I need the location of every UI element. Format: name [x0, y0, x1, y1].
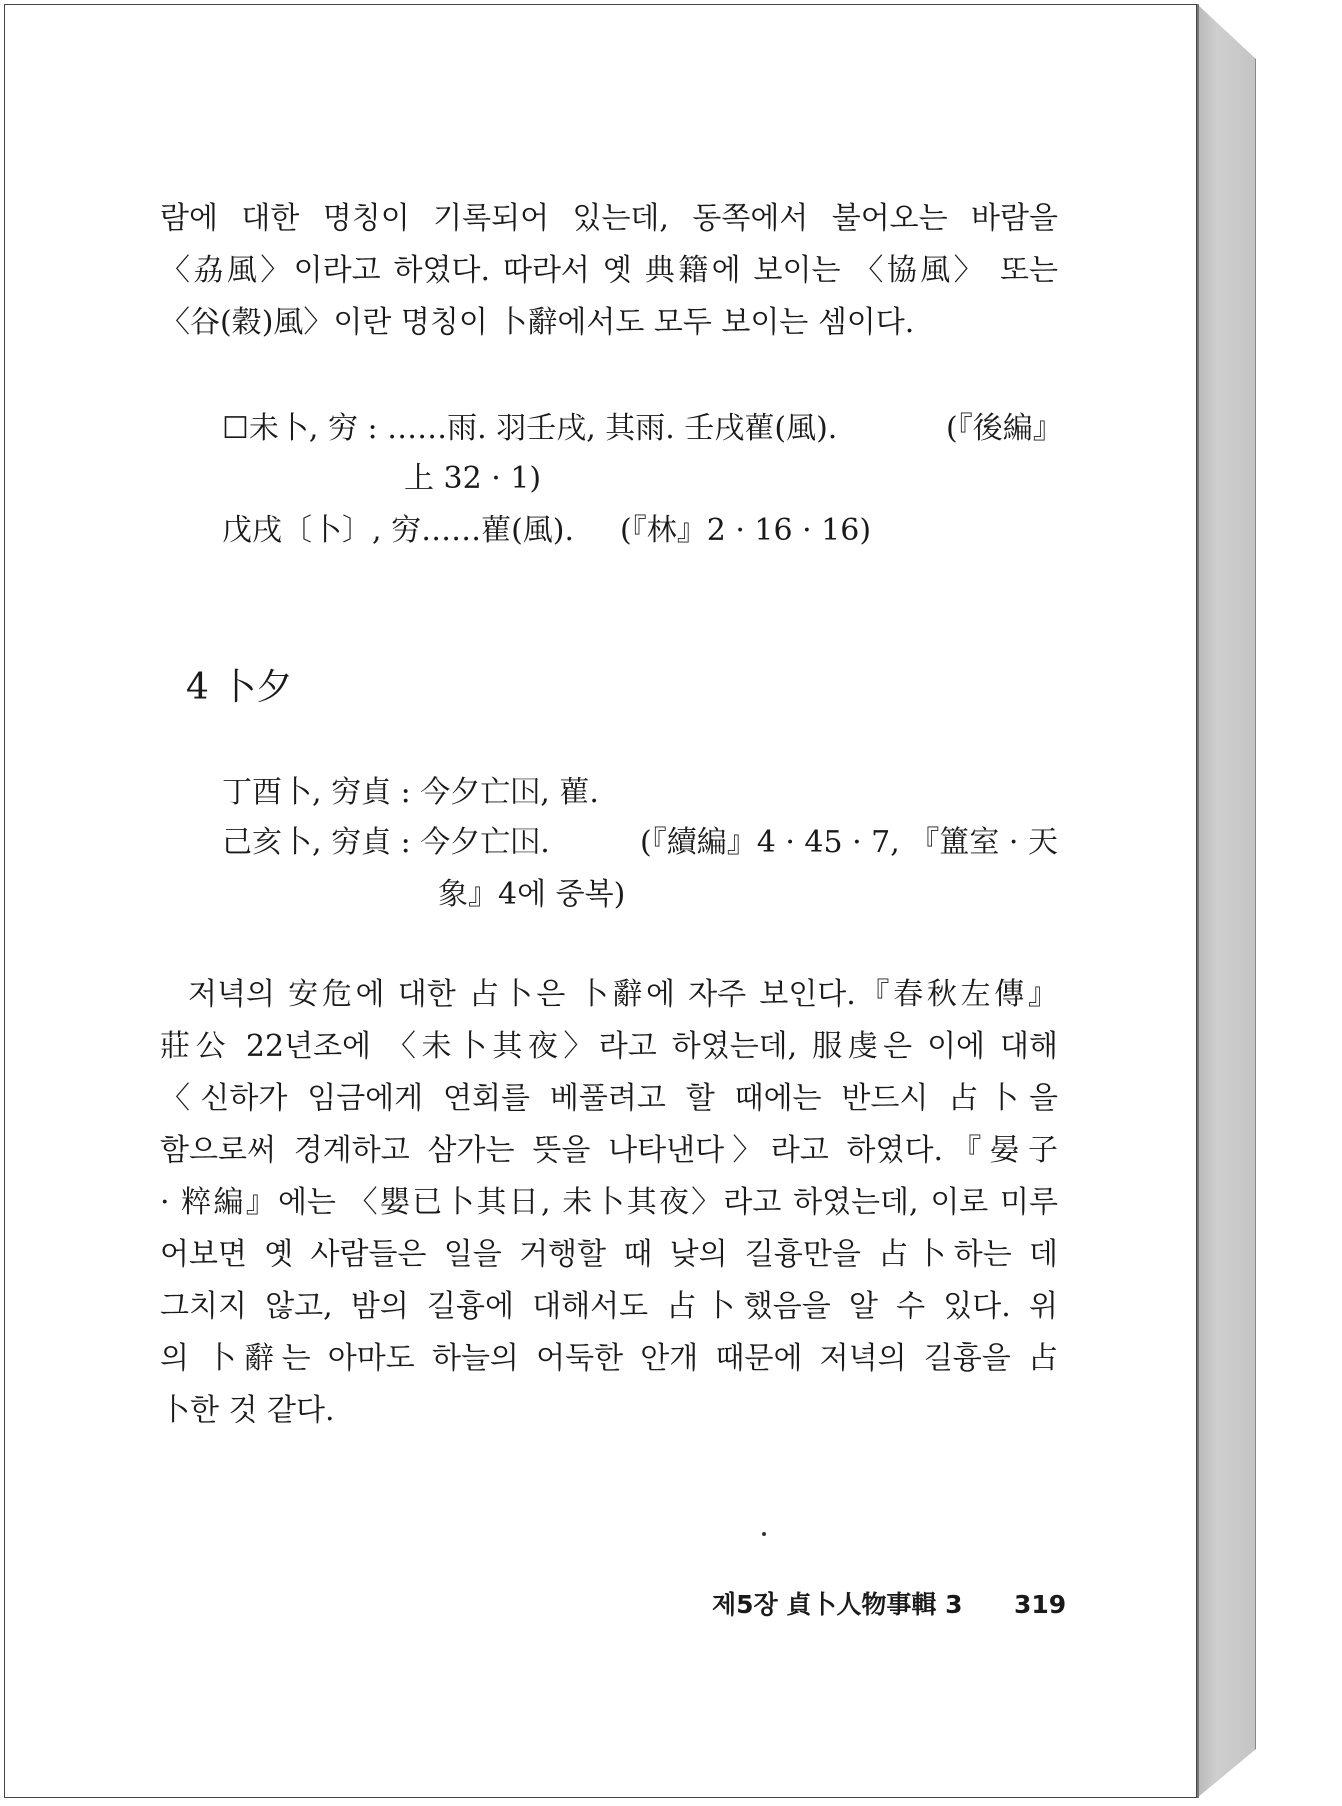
running-footer-chapter: 제5장 貞卜人物事輯 3: [712, 1590, 963, 1619]
section-heading: 4 卜夕: [186, 667, 293, 708]
paragraph-line: 〈谷(穀)風〉이란 명칭이 卜辭에서도 모두 보이는 셈이다.: [160, 305, 915, 340]
paragraph-line: 〈劦風〉이라고 하였다. 따라서 옛 典籍에 보이는 〈協風〉 또는: [160, 253, 1058, 288]
inscription-source: (『續編』4 · 45 · 7, 『簠室 · 天: [640, 825, 1058, 860]
inscription-line: 丁酉卜, 穷貞 : 今夕亡𡆥, 雚.: [222, 775, 599, 810]
paragraph-line: 그치지 않고, 밤의 길흉에 대해서도 占卜했음을 알 수 있다. 위: [160, 1289, 1058, 1324]
inscription-line: 戊戌〔卜〕, 穷……雚(風).: [222, 513, 575, 548]
paragraph-line: 저녁의 安危에 대한 占卜은 卜辭에 자주 보인다.『春秋左傳』: [188, 977, 1058, 1012]
inscription-line: 己亥卜, 穷貞 : 今夕亡𡆥.: [222, 825, 550, 860]
decorative-dot: [762, 1532, 766, 1536]
paragraph-line: 莊公 22년조에 〈未卜其夜〉라고 하였는데, 服虔은 이에 대해: [160, 1029, 1058, 1064]
paragraph-line: 卜한 것 같다.: [160, 1393, 335, 1428]
page-stack-edge: [1197, 4, 1256, 1798]
page-edge-line: [1197, 4, 1199, 1798]
paragraph-line: · 粹編』에는 〈嬰已卜其日, 未卜其夜〉라고 하였는데, 이로 미루: [160, 1185, 1058, 1220]
paragraph-line: 어보면 옛 사람들은 일을 거행할 때 낮의 길흉만을 占卜하는 데: [160, 1237, 1058, 1272]
paragraph-line: 함으로써 경계하고 삼가는 뜻을 나타낸다〉라고 하였다.『晏子: [160, 1133, 1058, 1168]
inscription-line: ☐未卜, 穷 : ……雨. 羽壬戌, 其雨. 壬戌雚(風).: [222, 411, 838, 446]
inscription-source-cont: 象』4에 중복): [438, 877, 626, 912]
paragraph-line: 의 卜辭는 아마도 하늘의 어둑한 안개 때문에 저녁의 길흉을 占: [160, 1341, 1058, 1376]
paragraph-line: 〈신하가 임금에게 연회를 베풀려고 할 때에는 반드시 占卜을: [160, 1081, 1058, 1116]
paragraph-line: 람에 대한 명칭이 기록되어 있는데, 동쪽에서 불어오는 바람을: [160, 201, 1058, 236]
inscription-source: (『林』2 · 16 · 16): [620, 513, 872, 548]
inscription-source: (『後編』: [946, 411, 1063, 446]
page-number: 319: [1014, 1590, 1067, 1619]
inscription-source-cont: 上 32 · 1): [404, 461, 542, 496]
